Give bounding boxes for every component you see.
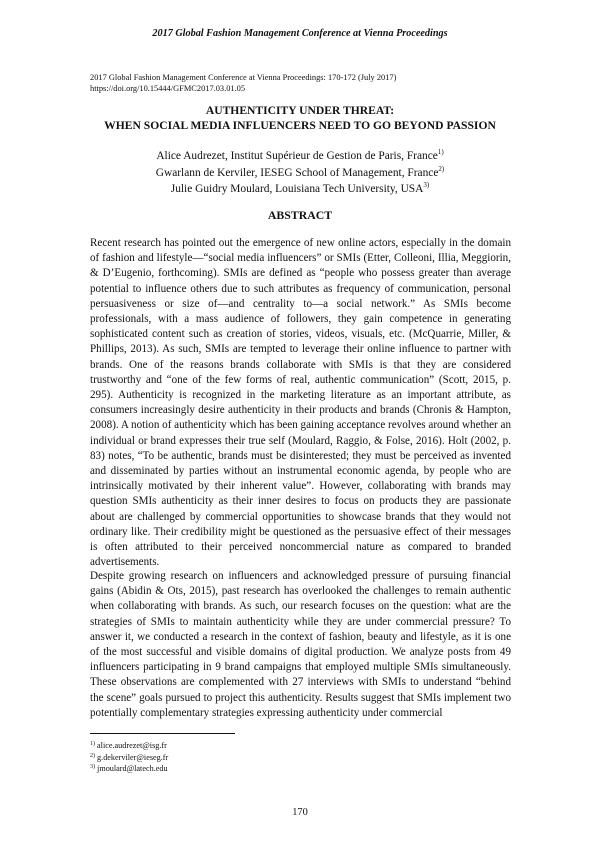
footnote-2 [90,752,390,764]
footnote-email[interactable]: jmoulard@latech.edu [97,764,168,774]
footnotes [90,740,390,775]
footnote-marker: 2) [438,164,445,173]
footnote-email[interactable]: alice.audrezet@isg.fr [97,741,167,750]
author-affiliation: Alice Audrezet, Institut Supérieur de Gestion de Paris, France [156,150,438,162]
author-2 [60,165,540,182]
author-3 [60,181,540,198]
citation-line: 2017 Global Fashion Management Conference at Vienna Proceedings: 170-172 (July 2017) [90,73,397,82]
author-affiliation: Gwarlann de Kerviler, IESEG School of Management, France [155,166,439,179]
abstract-paragraph-1: Recent research has pointed out the emergence of new online actors, especially in the domain of fashion and lifestyle—“social media influencers” or SMIs (Etter, Colleoni, Illia, Meggiorin, & D’Eugenio, forthcoming). SMIs are defined as “people who possess greater than average potential to influence others due to such attributes as frequency of communication, personal persuasiveness or size of—and centrality to—a social network.” As SMIs become professionals, with a mass audience of followers, they gain competence in generating sophisticated content such as creation of stories, videos, visuals, etc. (McQuarrie, Miller, & Phillips, 2013). As such, SMIs are tempted to leverage their online influence to partner with brands. One of the reasons brands collaborate with SMIs is that they are considered trustworthy and “one of the few forms of real, authentic communication” (Scott, 2015, p. 295). Authenticity is recognized in the marketing literature as an important attribute, as consumers increasingly desire authenticity in their products and brands (Chronis & Hampton, 2008). A notion of authenticity which has been gaining acceptance revolves around whether an individual or brand expresses their true self (Moulard, Raggio, & Folse, 2016). Holt (2002, p. 83) notes, “To be authentic, brands must be disinterested; they must be perceived as invented and disseminated by parties without an instrumental economic agenda, by people who are intrinsically motivated by their inherent value”. However, collaborating with brands may question SMIs authenticity as their inner desires to focus on products they are passionate about are challenged by commercial opportunities to showcase brands that they would not ordinary like. Their credibility might be questioned as the persuasive effect of their messages is often attributed to their perceived noncommercial nature as compared to branded advertisements. [90,237,511,569]
footnote-mark: 1) [90,741,95,747]
author-1 [60,148,540,165]
footnote-mark: 2) [90,752,95,759]
running-header: 2017 Global Fashion Management Conference at Vienna Proceedings [152,28,448,39]
citation-block [90,72,520,94]
title-line-1: AUTHENTICITY UNDER THREAT: [205,104,395,117]
footnote-marker: 1) [437,148,444,156]
footnote-divider [90,733,235,734]
title-line-2: WHEN SOCIAL MEDIA INFLUENCERS NEED TO GO BEYOND PASSION [104,118,496,132]
footnote-email[interactable]: g.dekerviler@ieseg.fr [97,752,169,762]
abstract-heading: ABSTRACT [267,208,333,222]
doi-link[interactable]: https://doi.org/10.15444/GFMC2017.03.01.05 [90,84,246,93]
author-list [60,148,540,198]
footnote-3 [90,763,390,775]
page-number: 170 [292,807,308,818]
footnote-marker: 3) [423,181,430,189]
footnote-mark: 3) [90,764,95,771]
abstract-paragraph-2: Despite growing research on influencers and acknowledged pressure of pursuing financial gains (Abidin & Ots, 2015), past research has overlooked the challenges to remain authentic when collaborating with brands. As such, our research focuses on the question: what are the strategies of SMIs to maintain authenticity while they are under commercial pressure? To answer it, we conducted a research in the context of fashion, beauty and lifestyle, as it is one of the most successful and visible domains of digital production. We analyze posts from 49 influencers participating in 9 brand campaigns that employed multiple SMIs simultaneously. These observations are complemented with 27 interviews with SMIs to understand “behind the scene” goals pursued to project this authenticity. Results suggest that SMIs implement two potentially complementary strategies expressing authenticity under commercial [90,570,511,719]
footnote-1 [90,740,390,752]
paper-title [60,104,540,133]
author-affiliation: Julie Guidry Moulard, Louisiana Tech University, USA [170,183,424,195]
